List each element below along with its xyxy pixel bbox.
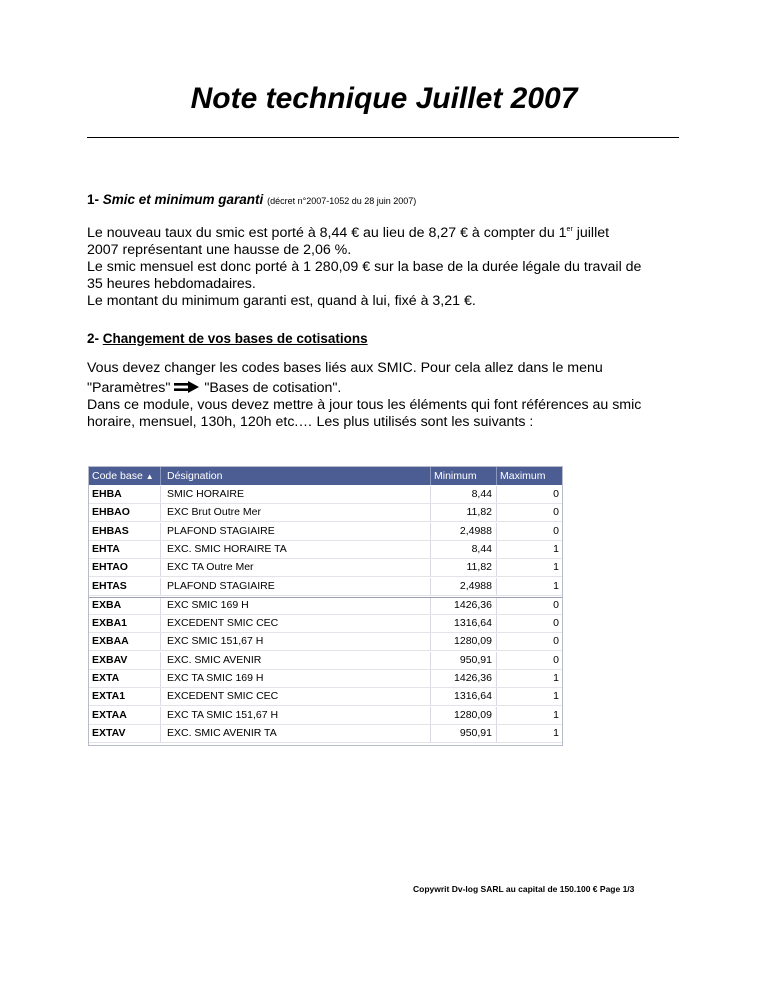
s1-line4: 35 heures hebdomadaires.: [87, 276, 256, 292]
cell-minimum: 1426,36: [431, 597, 497, 614]
cell-maximum: 1: [553, 542, 559, 555]
col-designation[interactable]: Désignation: [161, 467, 431, 485]
cell-designation: EXCEDENT SMIC CEC: [161, 615, 431, 632]
section-2-heading: [87, 330, 368, 347]
col-minimum[interactable]: Minimum: [431, 467, 497, 485]
s2-line4: horaire, mensuel, 130h, 120h etc.… Les plus utilisés sont les suivants :: [87, 414, 534, 430]
cell-code: EHTAS: [89, 578, 161, 595]
section-1-ref: (décret n°2007-1052 du 28 juin 2007): [267, 196, 417, 206]
cell-maximum: 1: [553, 672, 559, 684]
cell-designation: EXC SMIC 151,67 H: [161, 633, 431, 650]
cell-minimum: 11,82: [431, 504, 497, 521]
section-1-heading: [87, 191, 416, 210]
cell-maximum: 0: [553, 653, 559, 666]
cell-code: EXTA1: [89, 688, 161, 705]
cell-minimum: 950,91: [431, 725, 497, 742]
cell-designation: EXC TA SMIC 151,67 H: [161, 707, 431, 724]
cell-code: EXBA1: [89, 615, 161, 632]
cell-minimum: 2,4988: [431, 578, 497, 595]
s2-menu-end: .: [337, 380, 342, 396]
cell-minimum: 1316,64: [431, 615, 497, 632]
table-row[interactable]: [89, 559, 562, 577]
cell-designation: EXC SMIC 169 H: [161, 597, 431, 614]
cell-code: EXBA: [89, 597, 161, 614]
cell-minimum: 8,44: [431, 486, 497, 503]
table-row[interactable]: [89, 486, 562, 504]
table-row[interactable]: [89, 578, 562, 596]
cell-minimum: 2,4988: [431, 523, 497, 540]
table-row[interactable]: [89, 670, 562, 688]
cell-code: EHTAO: [89, 559, 161, 576]
cell-code: EHTA: [89, 541, 161, 558]
section-2-title: Changement de vos bases de cotisations: [102, 331, 368, 346]
cell-code: EXTAA: [89, 707, 161, 724]
table-row[interactable]: [89, 504, 562, 522]
menu-bases-cotisation: "Bases de cotisation": [204, 380, 338, 396]
cell-minimum: 8,44: [431, 541, 497, 558]
col-code-base[interactable]: Code base ▲: [89, 467, 161, 485]
double-arrow-icon: [174, 381, 200, 393]
cell-maximum: 0: [553, 506, 559, 519]
cell-designation: PLAFOND STAGIAIRE: [161, 523, 431, 540]
table-row[interactable]: [89, 541, 562, 559]
cell-maximum: 0: [553, 617, 559, 630]
cell-designation: EXCEDENT SMIC CEC: [161, 688, 431, 705]
section-1-number: 1-: [87, 192, 103, 207]
cell-maximum: 1: [553, 579, 559, 592]
cell-maximum: 0: [553, 598, 559, 611]
cell-minimum: 1316,64: [431, 688, 497, 705]
table-row[interactable]: [89, 707, 562, 725]
s1-line3: Le smic mensuel est donc porté à 1 280,09 € sur la base de la durée légale du travail de: [87, 259, 642, 275]
cell-code: EHBAO: [89, 504, 161, 521]
s2-line1: Vous devez changer les codes bases liés aux SMIC. Pour cela allez dans le menu: [87, 360, 603, 376]
title-divider: [87, 137, 679, 138]
cell-code: EXBAV: [89, 652, 161, 669]
s1-line5: Le montant du minimum garanti est, quand à lui, fixé à 3,21 €.: [87, 293, 476, 309]
page-title: Note technique Juillet 2007: [190, 82, 578, 115]
cell-minimum: 1280,09: [431, 707, 497, 724]
menu-parametres: "Paramètres": [87, 380, 171, 396]
cell-designation: EXC TA Outre Mer: [161, 559, 431, 576]
cell-code: EHBAS: [89, 523, 161, 540]
cell-code: EXTAV: [89, 725, 161, 742]
section-2-number: 2-: [87, 331, 103, 346]
col-maximum[interactable]: Maximum: [500, 470, 546, 482]
table-row[interactable]: [89, 615, 562, 633]
cell-maximum: 0: [553, 524, 559, 537]
s2-menu-path: [87, 380, 641, 397]
cell-minimum: 950,91: [431, 652, 497, 669]
cell-minimum: 1426,36: [431, 670, 497, 687]
cell-minimum: 11,82: [431, 559, 497, 576]
table-row[interactable]: [89, 633, 562, 651]
cell-designation: EXC. SMIC HORAIRE TA: [161, 541, 431, 558]
cell-minimum: 1280,09: [431, 633, 497, 650]
page-footer: Copywrit Dv-log SARL au capital de 150.100 € Page 1/3: [413, 884, 635, 894]
section-2-body: [87, 360, 641, 431]
cell-designation: SMIC HORAIRE: [161, 486, 431, 503]
cell-designation: PLAFOND STAGIAIRE: [161, 578, 431, 595]
s1-line1-sup: er: [566, 226, 573, 233]
table-header: [89, 467, 562, 485]
table-row[interactable]: [89, 652, 562, 670]
cell-maximum: 0: [553, 635, 559, 648]
cell-designation: EXC TA SMIC 169 H: [161, 670, 431, 687]
cell-maximum: 0: [553, 488, 559, 500]
cell-designation: EXC Brut Outre Mer: [161, 504, 431, 521]
bases-table: [88, 466, 563, 746]
s2-line3: Dans ce module, vous devez mettre à jour tous les éléments qui font références au smic: [87, 397, 642, 413]
cell-code: EHBA: [89, 486, 161, 503]
table-row[interactable]: [89, 725, 562, 743]
cell-designation: EXC. SMIC AVENIR TA: [161, 725, 431, 742]
cell-maximum: 1: [553, 726, 559, 739]
cell-code: EXTA: [89, 670, 161, 687]
table-row[interactable]: [89, 597, 562, 615]
cell-code: EXBAA: [89, 633, 161, 650]
cell-designation: EXC. SMIC AVENIR: [161, 652, 431, 669]
cell-maximum: 1: [553, 708, 559, 721]
section-1-body: [87, 221, 641, 310]
table-group-separator: [89, 597, 562, 598]
s1-line1b: juillet: [572, 225, 610, 241]
cell-maximum: 1: [553, 561, 559, 574]
s1-line1a: Le nouveau taux du smic est porté à 8,44 € au lieu de 8,27 € à compter du 1: [87, 225, 567, 241]
table-row[interactable]: [89, 688, 562, 706]
sort-asc-icon: ▲: [145, 472, 154, 481]
cell-maximum: 1: [553, 690, 559, 703]
s1-line2: 2007 représentant une hausse de 2,06 %.: [87, 242, 352, 258]
section-1-title: Smic et minimum garanti: [102, 192, 264, 207]
table-row[interactable]: [89, 523, 562, 541]
